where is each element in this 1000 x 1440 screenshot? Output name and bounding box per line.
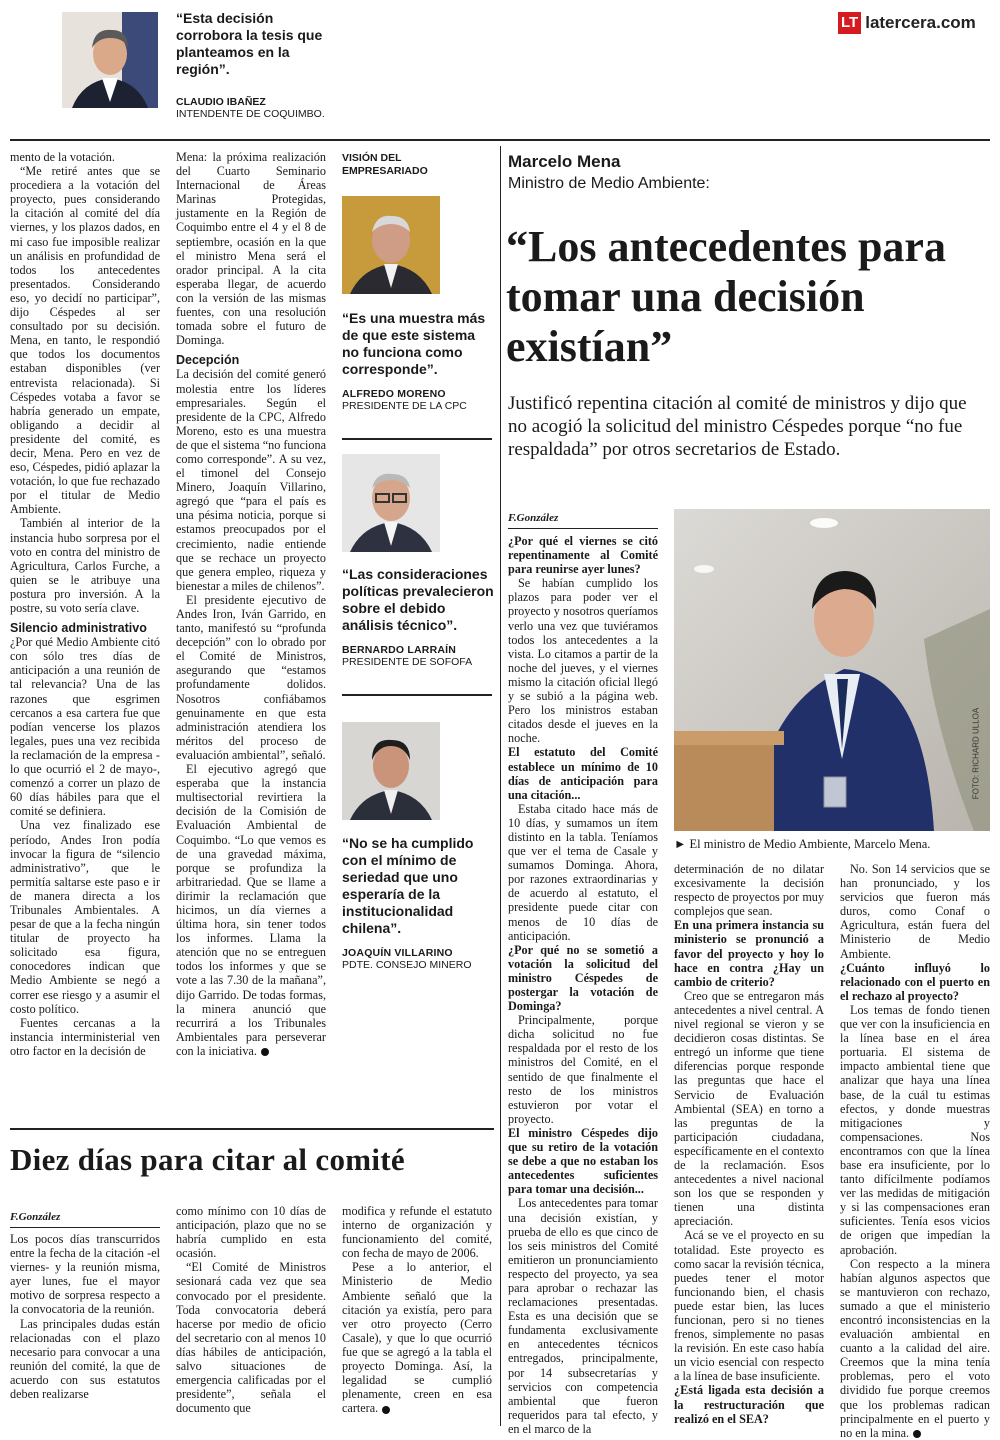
- interview-column-3: [840, 862, 990, 1440]
- bottom-byline: F.González: [10, 1211, 61, 1223]
- sidebar-header: VISIÓN DEL EMPRESARIADO: [342, 152, 428, 177]
- paragraph: modifica y refunde el estatuto interno de organización y funcionamiento del comité, con fecha de mayo de 2006.: [342, 1204, 492, 1261]
- interview-name: Marcelo Mena: [508, 152, 621, 171]
- sidebar-divider: [342, 438, 492, 440]
- quote-role: PDTE. CONSEJO MINERO: [342, 959, 472, 971]
- interview-answer: Se habían cumplido los plazos para poder ver el proyecto y nosotros queríamos verlo una vez que tuviéramos todos los antecedentes a la vista. Lo citamos a partir de la noche del jueves, y el viernes mismo la citación oficial llegó y se subió a la página web. Pero los ministros estaban citados desde el jueves en la noche.: [508, 576, 658, 746]
- interview-question: El estatuto del Comité establece un mínimo de 10 días de anticipación para una citación...: [508, 745, 658, 802]
- top-quote-role: INTENDENTE DE COQUIMBO.: [176, 108, 325, 120]
- interview-question: ¿Por qué no se sometió a votación la solicitud del ministro Céspedes de postergar la votación de Dominga?: [508, 942, 658, 1014]
- interview-answer: No. Son 14 servicios que se han pronunciado, y los servicios que fueron más duros, como Conaf o Agricultura, están fuera del Ministerio de Medio Ambiente.: [840, 862, 990, 961]
- bottom-column-2: [176, 1204, 326, 1424]
- alfredo-moreno-photo: [342, 196, 440, 294]
- paragraph: También al interior de la instancia hubo sorpresa por el voto en contra del ministro de Agricultura, Carlos Furche, a quien se le atribuye una postura pro inversión. A la postre, su voto sería clave.: [10, 516, 160, 615]
- top-quote-text: “Esta decisión corrobora la tesis que planteamos en la región”.: [176, 10, 323, 77]
- byline-rule: [508, 528, 658, 529]
- paragraph: Fuentes cercanas a la instancia interministerial ven otro factor en la decisión de: [10, 1015, 160, 1058]
- interview-question: ¿Por qué el viernes se citó repentinamente al Comité para reunirse ayer lunes?: [508, 534, 658, 577]
- paragraph: Mena: la próxima realización del Cuarto Seminario Internacional de Áreas Marinas Protegidas, justamente en la Región de Coquimbo entre el 4 y el 8 de septiembre, ocasión en la que el ministro Mena será el orador principal. A la cita esperaba llegar, de acuerdo con la versión de las mismas fuentes, con una resolución tomada sobre el futuro de Dominga.: [176, 150, 326, 348]
- interview-column-2: [674, 862, 824, 1424]
- quote-text: “Las consideraciones políticas prevalecieron sobre el debido análisis técnico”.: [342, 566, 494, 633]
- bottom-box-rule: [10, 1128, 494, 1130]
- brand-logo[interactable]: [838, 12, 976, 34]
- quote-role: PRESIDENTE DE SOFOFA: [342, 656, 473, 668]
- top-quote-name: CLAUDIO IBAÑEZ: [176, 96, 266, 108]
- quote-role: PRESIDENTE DE LA CPC: [342, 400, 467, 412]
- paragraph: La decisión del comité generó molestia entre los líderes empresariales. Según el presidente de la CPC, Alfredo Moreno, esto es una muestra de que el sistema “no funciona como corresponde”. A su vez, el timonel del Consejo Minero, Joaquín Villarino, agregó que “para el país es una pésima noticia, porque si estamos preocupados por el crecimiento, nadie entiende que se rechace un proyecto que genera empleo, riqueza y bienestar a miles de chilenos”.: [176, 367, 326, 593]
- top-quote: [176, 10, 326, 120]
- brand-logo-mark: LT: [838, 12, 861, 34]
- marcelo-mena-photo: [674, 509, 990, 831]
- interview-column-1: [508, 534, 658, 1436]
- interview-question: ¿Cuánto influyó lo relacionado con el puerto en el rechazo al proyecto?: [840, 960, 990, 1003]
- bernardo-larrain-photo: [342, 454, 440, 552]
- interview-question: El ministro Céspedes dijo que su retiro de la votación se debe a que no estaban los antecedentes suficientes para tomar una decisión...: [508, 1125, 658, 1197]
- bottom-column-1: [10, 1232, 160, 1424]
- paragraph: como mínimo con 10 días de anticipación, plazo que no se habría cumplido en esta ocasión.: [176, 1204, 326, 1261]
- interview-lead: Justificó repentina citación al comité de ministros y dijo que no acogió la solicitud del ministro Céspedes porque “no fue respaldada” por otros secretarios de Estado.: [508, 393, 967, 460]
- brand-site: latercera.com: [865, 13, 976, 32]
- subhead-silencio: Silencio administrativo: [10, 621, 147, 636]
- quote-text: “Es una muestra más de que este sistema no funciona como corresponde”.: [342, 310, 486, 377]
- bottom-headline: Diez días para citar al comité: [10, 1142, 405, 1177]
- quote-name: JOAQUÍN VILLARINO: [342, 947, 453, 959]
- bottom-column-3: [342, 1204, 492, 1424]
- paragraph: Los pocos días transcurridos entre la fecha de la citación -el viernes- y la reunión misma, ayer lunes, fue el mayor motivo de sorpresa respecto a la convocatoria de la reunión.: [10, 1232, 160, 1317]
- interview-byline: F.González: [508, 512, 559, 524]
- photo-caption: ► El ministro de Medio Ambiente, Marcelo Mena.: [674, 837, 931, 851]
- interview-answer: Creo que se entregaron más antecedentes a nivel central. A nivel regional se vieron y se decidieron cosas distintas. Se entregó un informe que tiene diferencias porque responde las preguntas que hace el Servicio de Evaluación Ambiental (SEA) en torno a las preguntas de la participación ciudadana, específicamente en el contexto de la reclamación. Esos antecedentes a nivel nacional son los que se responden y tienen una distinta apreciación.: [674, 988, 824, 1229]
- column-divider: [500, 146, 501, 1426]
- paragraph: ¿Por qué Medio Ambiente citó con sólo tres días de anticipación a una reunión de tal relevancia? Una de las razones que esgrimen cercanos a esa cartera fue que podían vencerse los plazos legales, pues una vez recibida la reclamación de la empresa -lo que ocurrió el 2 de mayo-, comenzó a correr un plazo de 60 días hábiles para que el comité se definiera.: [10, 635, 160, 819]
- paragraph: Las principales dudas están relacionadas con el plazo necesario para convocar a una reunión del comité, la que de acuerdo con sus estatutos deben realizarse: [10, 1316, 160, 1402]
- interview-answer: Estaba citado hace más de 10 días, y sumamos un ítem distinto en la tabla. Teníamos que ver el tema de Casale y sumamos Dominga. Ahora, por razones extraordinarias y de acuerdo al estatuto, el presidente puede citar con menos de 10 días de anticipación.: [508, 801, 658, 943]
- sidebar-quote-larrain: [342, 566, 494, 668]
- paragraph: Pese a lo anterior, el Ministerio de Medio Ambiente señaló que la citación ya existía, pero para ver otro proyecto (Cerro Casale), y que lo que ocurrió fue que se agregó a la tabla el proyecto Dominga. Así, la legalidad se cumplió plenamente, creen en esa cartera.: [342, 1260, 492, 1416]
- sidebar-divider: [342, 694, 492, 696]
- paragraph: mento de la votación.: [10, 150, 115, 164]
- claudio-ibanez-photo: [62, 12, 158, 108]
- interview-answer: Principalmente, porque dicha solicitud no fue respaldada por el resto de los ministros del Comité, en el sentido de que finalmente el resto de los ministros estuvieron por votar el proyecto.: [508, 1013, 658, 1126]
- quote-text: “No se ha cumplido con el mínimo de seriedad que uno esperaría de la institucionalidad chilena”.: [342, 835, 474, 936]
- interview-question: En una primera instancia su ministerio se pronunció a favor del proyecto y hoy lo hace en contra ¿Hay un cambio de criterio?: [674, 918, 824, 989]
- paragraph: “El Comité de Ministros sesionará cada vez que sea convocado por el presidente. Toda convocatoria deberá hacerse por medio de oficio del secretario con al menos 10 días hábiles de anticipación, salvo situaciones de emergencia calificadas por el presidente”, señala el documento que: [176, 1260, 326, 1416]
- interview-answer: Con respecto a la minera habían algunos aspectos que se mantuvieron con rechazo, sumado a que el ministerio encontró inconsistencias en la evaluación ambiental en cuanto a la calidad del aire. Creemos que la mina tenía problemas, pero el voto dividido fue porque creemos que los problemas radican principalmente en el puerto y no en la mina.: [840, 1256, 990, 1440]
- paragraph: Una vez finalizado ese período, Andes Iron podía invocar la figura de “silencio administrativo”, que le permitía saltarse este paso e ir de manera directa a los Tribunales Ambientales. A pesar de que a la fecha ningún titular de proyecto ha solicitado esa figura, conocedores indican que Medio Ambiente se negó a correr ese riesgo y a asumir el costo político.: [10, 818, 160, 1016]
- paragraph: El presidente ejecutivo de Andes Iron, Iván Garrido, en tanto, manifestó su “profunda decepción” con lo obrado por el Comité de Ministros, asegurando que “estamos profundamente dolidos. Nosotros confiábamos genuinamente en que esta administración atendiera los méritos del proceso de evaluación ambiental”, señaló.: [176, 592, 326, 762]
- interview-question: ¿Está ligada esta decisión a la restructuración que realizó en el SEA?: [674, 1383, 824, 1426]
- paragraph: “Me retiré antes que se procediera a la votación del proyecto, pues considerando la citación al comité del día viernes, y los plazos dados, en mi caso fue imposible realizar un análisis en profundidad de todos los antecedentes presentados. Considerando eso, yo decidí no participar”, dijo Céspedes al ser consultado por su decisión. Mena, en tanto, le respondió que todos los documentos estaban disponibles (ver entrevista relacionada). Si Céspedes votaba a favor se habría generado un empate, obligando a decidir al presidente del comité, es decir, Mena. Pero en vez de eso, Céspedes, pidió aplazar la votación, lo que fue rechazado por el titular de Medio Ambiente.: [10, 164, 160, 517]
- interview-role: Ministro de Medio Ambiente:: [508, 175, 710, 192]
- interview-answer: determinación de no dilatar excesivamente la decisión respecto de proyectos por muy complejos que sean.: [674, 862, 824, 919]
- interview-answer: Los temas de fondo tienen que ver con la insuficiencia en la línea base en el área portuaria. El sistema de impacto ambiental tiene que analizar que haya una línea base, de la cuál tu estimas efectos, y donde muestras mitigaciones y compensaciones. Nos encontramos con que la línea base era insuficiente, por lo tanto difícilmente podíamos ver las medidas de mitigación y si las compensaciones eran suficientes. Tenía esos vicios de origen que impedían la aprobación.: [840, 1002, 990, 1257]
- quote-name: ALFREDO MORENO: [342, 388, 446, 400]
- sidebar-quote-moreno: [342, 310, 494, 412]
- subhead-decepcion: Decepción: [176, 353, 240, 368]
- joaquin-villarino-photo: [342, 722, 440, 820]
- top-rule: [10, 139, 990, 141]
- interview-answer: Acá se ve el proyecto en su totalidad. Este proyecto es como sacar la revisión técnica, puedes tener el motor funcionando bien, el chasis puede estar bien, las luces funcionan, pero si no tienes frenos, simplemente no pasas la revisión. En este caso había un vicio esencial con respecto a la línea de base insuficiente.: [674, 1228, 824, 1384]
- paragraph: El ejecutivo agregó que esperaba que la instancia multisectorial revirtiera la decisión de la Comisión de Evaluación Ambiental de Coquimbo. “Lo que vemos es de una gravedad máxima, porque se profundiza la arbitrariedad. Que se llame a dirimir la reclamación que hicimos, un día viernes a última hora, sin tener todos los informes. Llama la atención que no se entreguen todos los informes y que se vote a las 7.30 de la mañana”, dijo Garrido. De todas formas, la minera anunció que recurrirá a los Tribunales Ambientales para perseverar con la iniciativa.: [176, 762, 326, 1058]
- sidebar-quote-villarino: [342, 835, 494, 971]
- body-column-1: [10, 150, 160, 1110]
- interview-headline: “Los antecedentes para tomar una decisión existían”: [506, 222, 946, 371]
- interview-answer: Los antecedentes para tomar una decisión existían, y prueba de ello es que cinco de los seis ministros del Comité emitieron un pronunciamiento respecto del proyecto, ya sea para aprobar o rechazar las reclamaciones presentadas. Esta es una decisión que se fundamenta exclusivamente en antecedentes técnicos entregados, principalmente, por 14 subsecretarías y servicios con competencia ambiental que fueron requeridos para tal efecto, y en el marco de la: [508, 1196, 658, 1436]
- bottom-byline-rule: [10, 1227, 160, 1228]
- body-column-2: [176, 150, 326, 1110]
- photo-credit: FOTO: RICHARD ULLOA: [971, 707, 981, 800]
- quote-name: BERNARDO LARRAÍN: [342, 644, 457, 656]
